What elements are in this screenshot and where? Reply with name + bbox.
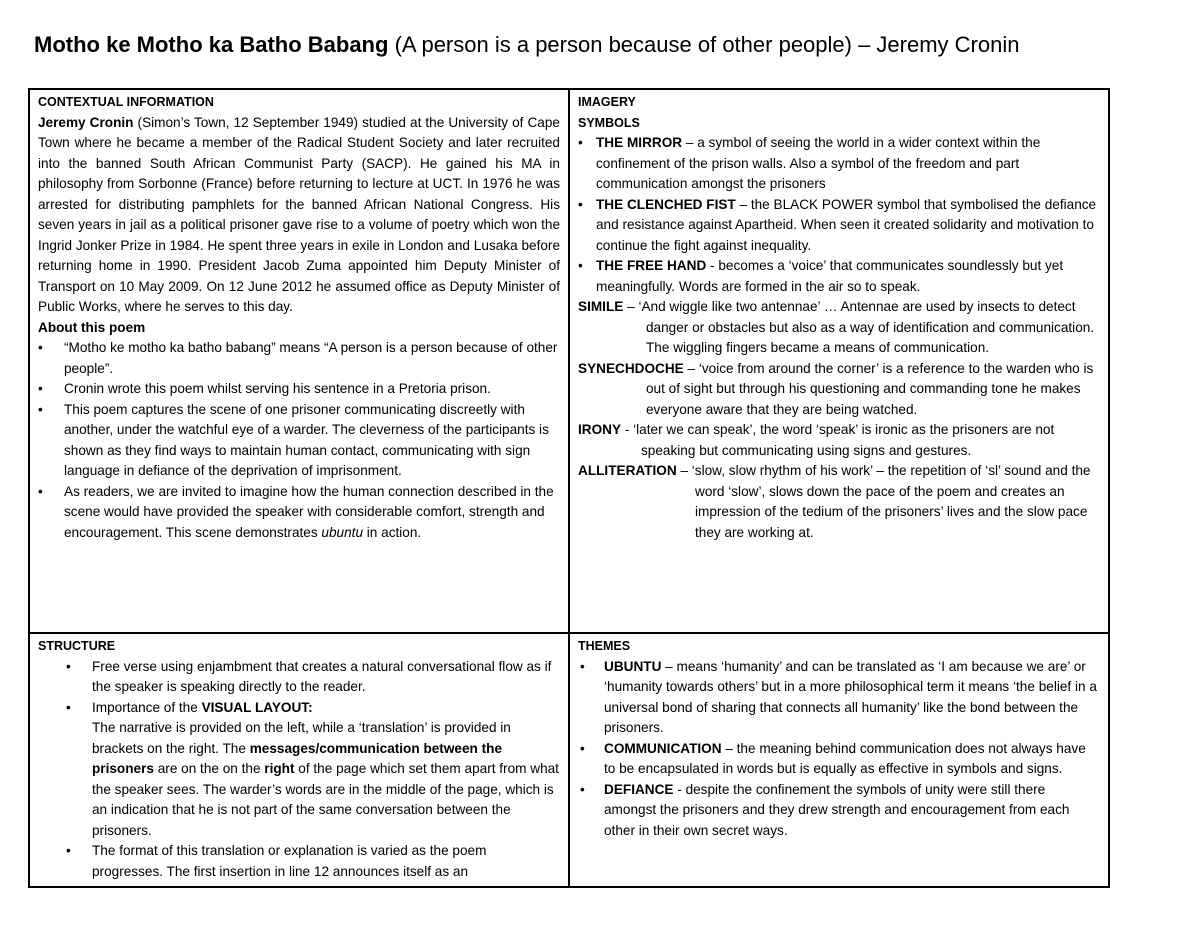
bio-name: Jeremy Cronin [38,114,134,130]
table-row [29,633,1109,887]
list-item [578,256,1100,297]
bullet-bold: right [264,761,295,776]
symbol-text: – the BLACK POWER symbol that symbolised the defiance and resistance against Apartheid. When seen it created solidarity and motivation to continue the fight against inequality. [596,196,1097,253]
device-term: IRONY [578,422,622,437]
device-text: – ‘slow, slow rhythm of his work’ – the repetition of ‘sl’ sound and the word ‘slow’, slows down the pace of the poem and creates an impression of the tedium of the prisoners’ lives and the slow pace they are working at. [676,463,1091,540]
imagery-heading: IMAGERY [578,95,636,109]
device-term: ALLITERATION [578,463,677,478]
bullet-text: As readers, we are invited to imagine how the human connection described in the scene would have provided the speaker with considerable comfort, strength and encouragement. This scene demonstrates [64,483,554,540]
device-term: SYNECHDOCHE [578,360,684,376]
table-row [29,89,1109,633]
themes-list [578,657,1100,842]
list-item: • The format of this translation or explanation is varied as the poem progresses. The first insertion in line 12 announces itself as an [38,841,560,882]
simile-entry [578,297,1100,359]
symbol-term: THE MIRROR [596,135,683,150]
bullet-text: in action. [363,524,422,540]
symbols-heading: SYMBOLS [578,115,640,130]
device-text: – ‘voice from around the corner’ is a reference to the warden who is out of sight but through his questioning and commanding tone he makes everyone aware that they are being watched. [646,360,1094,417]
device-term: SIMILE [578,299,624,314]
theme-term: UBUNTU [604,658,662,674]
themes-heading: THEMES [578,639,631,653]
list-item: • Cronin wrote this poem whilst serving his sentence in a Pretoria prison. [38,379,560,400]
theme-term: DEFIANCE [604,781,674,797]
bullet-bold: VISUAL LAYOUT: [201,699,313,715]
context-bio [38,113,560,318]
title-rest: (A person is a person because of other people) – Jeremy Cronin [388,32,1020,57]
list-item [578,780,1100,842]
irony-entry [578,420,1100,461]
symbol-term: THE CLENCHED FIST [596,196,736,212]
list-item: • “Motho ke motho ka batho babang” means “A person is a person because of other people”. [38,338,560,379]
symbol-term: THE FREE HAND [596,258,707,273]
bullet-text: Importance of the [92,699,202,715]
symbol-text: - becomes a ‘voice’ that communicates soundlessly but yet meaningfully. Words are formed in the air so to speak. [596,258,1064,294]
about-list [38,338,560,543]
list-item: • This poem captures the scene of one prisoner communicating discreetly with another, under the watchful eye of a warder. The cleverness of the participants is shown as they find ways to maintain human contact, communicating with sign language in defiance of the deprivation of imprisonment. [38,400,560,482]
bullet-text: The narrative is provided on the left, while a ‘translation’ is provided in brackets on the right. The [92,720,511,756]
theme-text: – the meaning behind communication does not always have to be encapsulated in words but is equally as effective in symbols and signs. [604,740,1086,776]
synecdoche-entry [578,359,1100,421]
device-text: - ‘later we can speak’, the word ‘speak’ is ironic as the prisoners are not speaking but communicating using signs and gestures. [621,422,1055,458]
alliteration-entry [578,461,1100,543]
theme-text: - despite the confinement the symbols of unity were still there amongst the prisoners and they drew strength and encouragement from each other in their own secret ways. [604,781,1070,838]
imagery-cell [569,89,1109,633]
title-bold: Motho ke Motho ka Batho Babang [34,32,389,57]
device-text: – ‘And wiggle like two antennae’ … Antennae are used by insects to detect danger or obstacles but also as a way of identification and communication. The wiggling fingers became a means of communication. [623,299,1095,355]
ubuntu-word: ubuntu [321,524,363,540]
list-item: • Free verse using enjambment that creates a natural conversational flow as if the speaker is speaking directly to the reader. [38,657,560,698]
bio-text: (Simon’s Town, 12 September 1949) studied at the University of Cape Town where he became a member of the Radical Student Society and later recruited into the banned South African Communist Party (SACP). He gained his MA in philosophy from Sorbonne (France) before returning to lecture at UCT. In 1976 he was arrested for distributing pamphlets for the banned African National Congress. His seven years in jail as a political prisoner gave rise to a volume of poetry which won the Ingrid Jonker Prize in 1984. He spent three years in exile in London and Lusaka before returning home in 1990. President Jacob Zuma appointed him Deputy Minister of Transport on 10 May 2009. On 12 June 2012 he assumed office as Deputy Minister of Public Works, where he serves to this day. [38,114,560,314]
symbols-list [578,133,1100,297]
about-heading: About this poem [38,319,146,335]
bullet-text: are on the on the [153,761,265,776]
list-item [578,739,1100,780]
list-item [578,195,1100,257]
structure-cell [29,633,569,887]
themes-cell [569,633,1109,887]
context-heading: CONTEXTUAL INFORMATION [38,95,214,109]
list-item [38,698,560,842]
list-item [578,657,1100,739]
symbol-text: – a symbol of seeing the world in a wider context within the confinement of the prison walls. Also a symbol of the freedom and part communication amongst the prisoners [596,135,1041,191]
theme-term: COMMUNICATION [604,740,722,756]
notes-table [28,88,1110,888]
bullet-text: of the page which set them apart from what the speaker sees. The warder’s words are in the middle of the page, which is an indication that he is not part of the same conversation between the prisoners. [92,761,559,838]
theme-text: – means ‘humanity’ and can be translated as ‘I am because we are’ or ‘humanity towards others’ but in a more philosophical term it means ‘the belief in a universal bond of sharing that connects all humanity’ like the bond between the prisoners. [604,658,1097,735]
list-item [38,482,560,544]
structure-list [38,657,560,883]
page-title [34,30,1019,60]
structure-heading: STRUCTURE [38,639,116,653]
context-cell [29,89,569,633]
list-item [578,133,1100,195]
bullet-bold: messages/communication between the prisoners [92,740,503,776]
